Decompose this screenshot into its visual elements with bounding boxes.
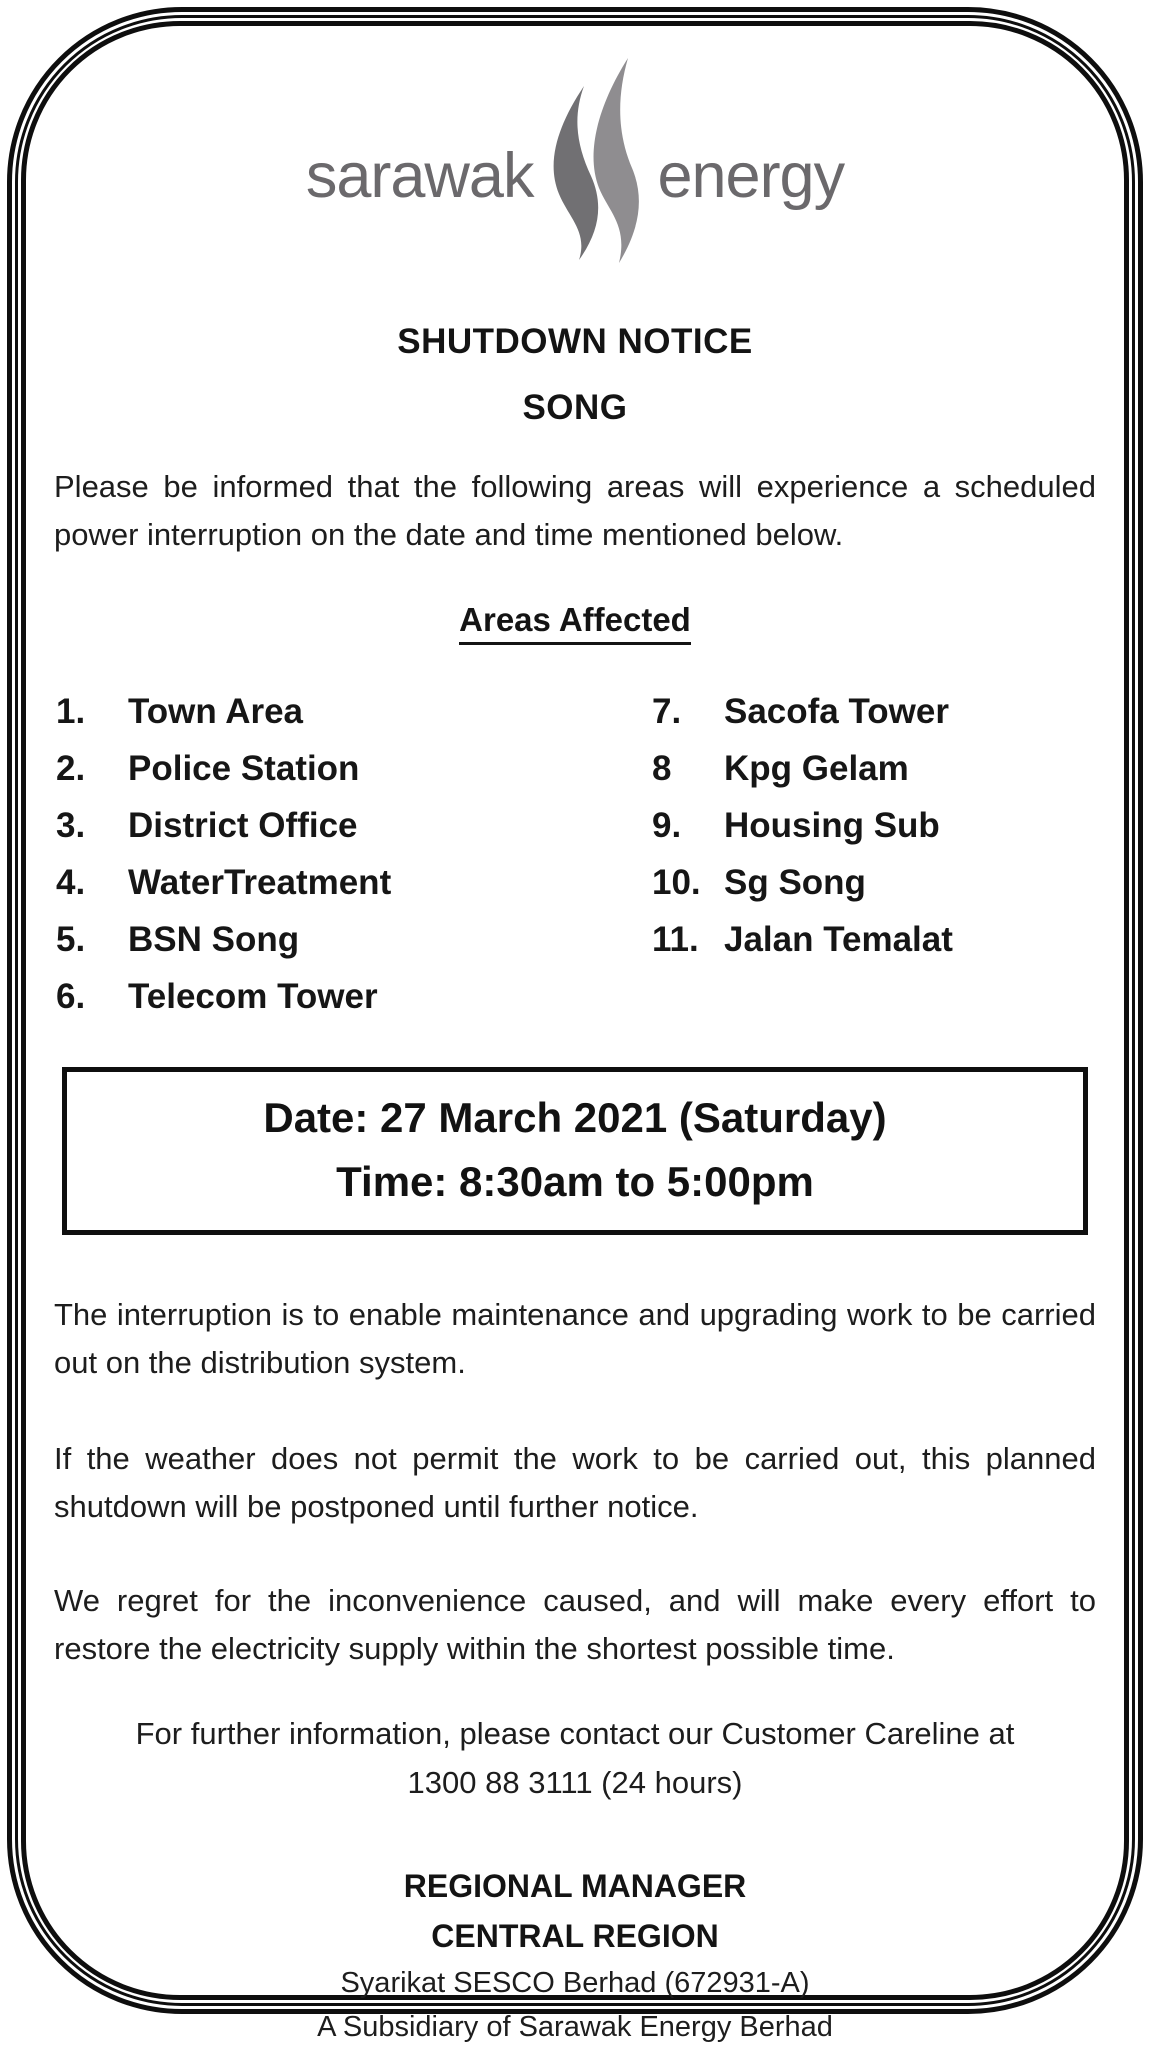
- list-item-number: 7.: [652, 692, 682, 731]
- list-item-label: Police Station: [128, 749, 360, 788]
- logo-word-energy: energy: [657, 141, 845, 211]
- careline-block: [42, 1709, 1108, 1807]
- list-item: [56, 683, 632, 740]
- list-item: [652, 911, 1108, 968]
- list-item-number: 8: [652, 749, 672, 788]
- regret-paragraph: We regret for the inconvenience caused, and will make every effort to restore the electricity supply within the shortest possible time.: [54, 1583, 1096, 1666]
- list-item-label: Housing Sub: [724, 806, 940, 845]
- careline-phone: 1300 88 3111 (24 hours): [407, 1765, 743, 1800]
- list-item: [56, 854, 632, 911]
- subsidiary-line: A Subsidiary of Sarawak Energy Berhad: [317, 2011, 833, 2043]
- list-item: [652, 740, 1108, 797]
- list-item-number: 5.: [56, 920, 86, 959]
- notice-border-inner: [21, 21, 1129, 2043]
- sesco-berhad-line: Syarikat SESCO Berhad (672931-A): [340, 1967, 810, 1999]
- sarawak-energy-logo: [42, 60, 1108, 265]
- title-shutdown-notice: SHUTDOWN NOTICE: [397, 322, 753, 361]
- list-item-label: WaterTreatment: [128, 863, 392, 902]
- list-item: [56, 911, 632, 968]
- areas-column-right: [632, 683, 1108, 1025]
- list-item-label: Sacofa Tower: [724, 692, 949, 731]
- areas-affected-list: [42, 683, 1108, 1025]
- logo-word-sarawak: sarawak: [305, 141, 534, 211]
- careline-text: For further information, please contact our Customer Careline at: [135, 1716, 1015, 1751]
- list-item: [56, 968, 632, 1025]
- notice-border-outer: [7, 7, 1143, 2043]
- flame-swoosh-light: [594, 58, 639, 263]
- date-time-box: [62, 1067, 1088, 1235]
- notice-title: [42, 309, 1108, 441]
- areas-column-left: [42, 683, 632, 1025]
- list-item-label: Jalan Temalat: [724, 920, 953, 959]
- regional-manager-line: REGIONAL MANAGER: [403, 1868, 747, 1904]
- list-item-label: District Office: [128, 806, 358, 845]
- list-item-number: 3.: [56, 806, 86, 845]
- intro-paragraph: Please be informed that the following areas will experience a scheduled power interruption on the date and time mentioned below.: [54, 469, 1096, 552]
- list-item: [652, 854, 1108, 911]
- list-item-label: Town Area: [128, 692, 304, 731]
- list-item-label: Telecom Tower: [128, 977, 378, 1016]
- time-line: Time: 8:30am to 5:00pm: [336, 1158, 814, 1205]
- list-item-label: Sg Song: [724, 863, 866, 902]
- signature-block: [42, 1861, 1108, 2049]
- list-item-number: 2.: [56, 749, 86, 788]
- list-item-number: 11.: [652, 920, 699, 959]
- list-item-number: 6.: [56, 977, 86, 1016]
- list-item-number: 1.: [56, 692, 86, 731]
- list-item: [652, 797, 1108, 854]
- weather-paragraph: If the weather does not permit the work to be carried out, this planned shutdown will be postponed until further notice.: [54, 1441, 1096, 1524]
- areas-affected-heading: Areas Affected: [459, 601, 691, 645]
- list-item-label: BSN Song: [128, 920, 300, 959]
- flame-swoosh-dark: [554, 86, 599, 260]
- list-item: [652, 683, 1108, 740]
- list-item-number: 9.: [652, 806, 682, 845]
- date-line: Date: 27 March 2021 (Saturday): [263, 1094, 887, 1141]
- list-item-label: Kpg Gelam: [724, 749, 909, 788]
- maintenance-paragraph: The interruption is to enable maintenance and upgrading work to be carried out on the distribution system.: [54, 1297, 1096, 1380]
- areas-affected-heading-wrap: [42, 601, 1108, 645]
- list-item: [56, 740, 632, 797]
- notice-border-middle: [15, 15, 1135, 2043]
- list-item-number: 10.: [652, 863, 701, 902]
- list-item-number: 4.: [56, 863, 86, 902]
- central-region-line: CENTRAL REGION: [431, 1918, 719, 1954]
- flame-icon: [539, 58, 651, 268]
- list-item: [56, 797, 632, 854]
- title-song: SONG: [522, 388, 628, 427]
